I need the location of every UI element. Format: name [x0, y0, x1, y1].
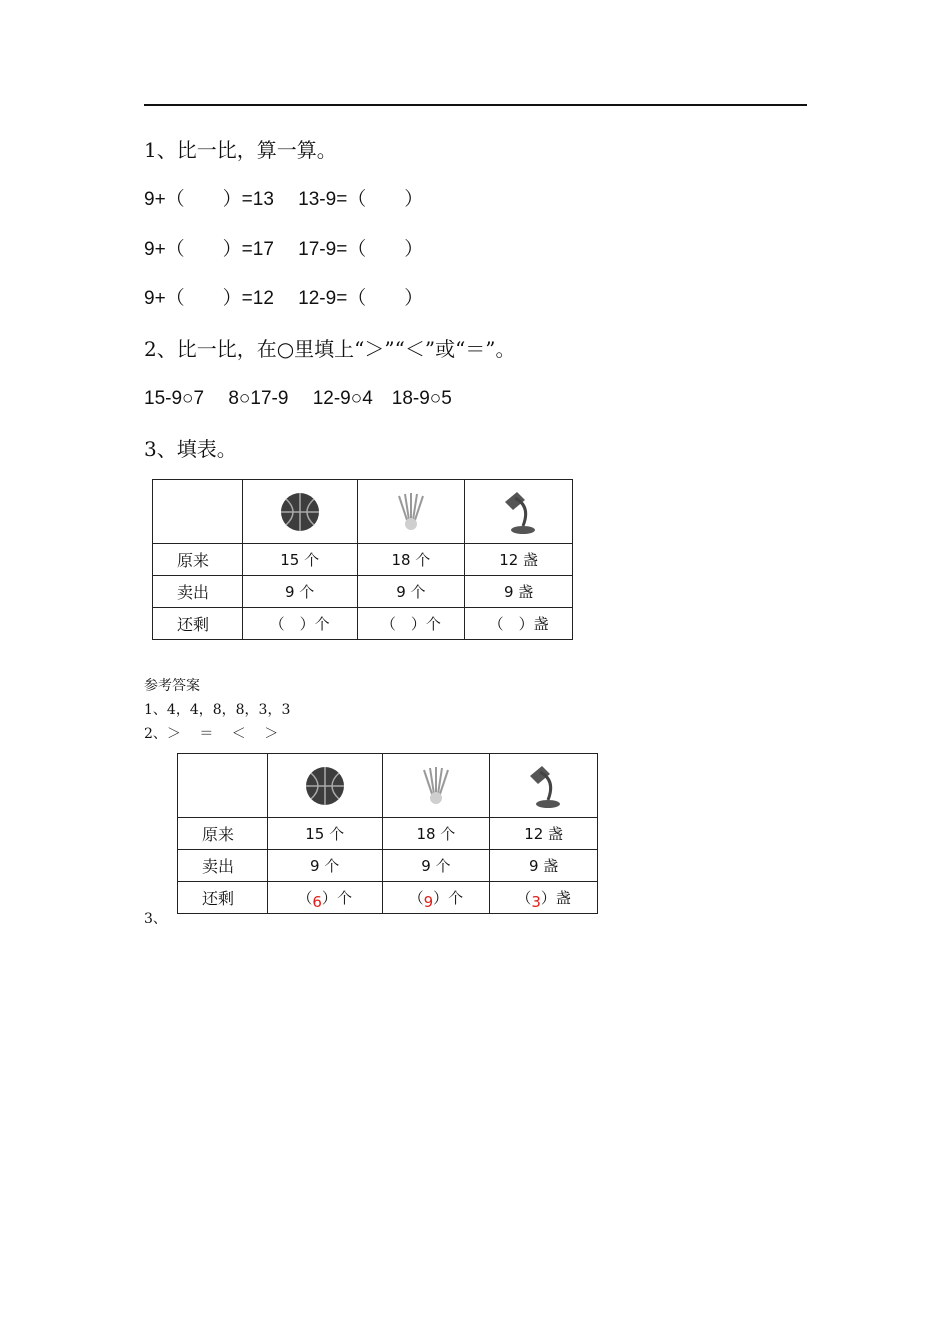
row-label-original: 原来 [153, 544, 243, 576]
table-cell: 9 个 [357, 576, 465, 608]
table-cell: （ ）个 [242, 608, 357, 640]
answer-3-label: 3、 [144, 911, 167, 927]
shuttlecock-icon [382, 754, 490, 818]
q2-items: 15-9○7 8○17-9 12-9○4 18-9○5 [144, 388, 452, 409]
table-cell: 15 个 [242, 544, 357, 576]
row-label-remaining: 还剩 [153, 608, 243, 640]
answer-1: 1、4，4，8，8，3，3 [144, 702, 291, 718]
table-cell: 9 盏 [465, 576, 573, 608]
unit-label: 个 [336, 889, 352, 907]
desk-lamp-icon [490, 754, 598, 818]
table-cell: 9 个 [267, 850, 382, 882]
table-corner [178, 754, 268, 818]
q2-title: 2、比一比，在○里填上“＞”“＜”或“＝”。 [144, 337, 516, 361]
basketball-icon [267, 754, 382, 818]
row-label-original: 原来 [178, 818, 268, 850]
table-cell: 18 个 [357, 544, 465, 576]
table-cell: 15 个 [267, 818, 382, 850]
row-label-remaining: 还剩 [178, 882, 268, 914]
answers-heading: 参考答案 [144, 678, 200, 694]
table-corner [153, 480, 243, 544]
answer-value: 6 [312, 893, 322, 911]
q3-title: 3、填表。 [144, 437, 237, 461]
answer-cell: （9）个 [382, 882, 490, 914]
q1-row-3: 9+（ ）=12 12-9=（ ） [144, 288, 424, 309]
row-label-sold: 卖出 [178, 850, 268, 882]
unit-label: 盏 [555, 889, 571, 907]
table-cell: 9 盏 [490, 850, 598, 882]
table-cell: 12 盏 [465, 544, 573, 576]
desk-lamp-icon [465, 480, 573, 544]
table-cell: 12 盏 [490, 818, 598, 850]
answer-value: 9 [423, 893, 434, 911]
answer-table [177, 753, 598, 914]
unit-label: 个 [448, 889, 464, 907]
table-cell: （ ）个 [357, 608, 465, 640]
basketball-icon [242, 480, 357, 544]
row-label-sold: 卖出 [153, 576, 243, 608]
shuttlecock-icon [357, 480, 465, 544]
header-rule [144, 104, 807, 106]
answer-cell: （3）盏 [490, 882, 598, 914]
table-cell: （ ）盏 [465, 608, 573, 640]
table-cell: 9 个 [242, 576, 357, 608]
table-cell: 18 个 [382, 818, 490, 850]
table-cell: 9 个 [382, 850, 490, 882]
q1-row-2: 9+（ ）=17 17-9=（ ） [144, 239, 424, 260]
q1-title: 1、比一比，算一算。 [144, 138, 337, 162]
answer-2: 2、＞ ＝ ＜ ＞ [144, 726, 279, 742]
question-table [152, 479, 573, 640]
answer-value: 3 [531, 893, 541, 911]
answer-cell: （6）个 [267, 882, 382, 914]
q1-row-1: 9+（ ）=13 13-9=（ ） [144, 189, 424, 210]
